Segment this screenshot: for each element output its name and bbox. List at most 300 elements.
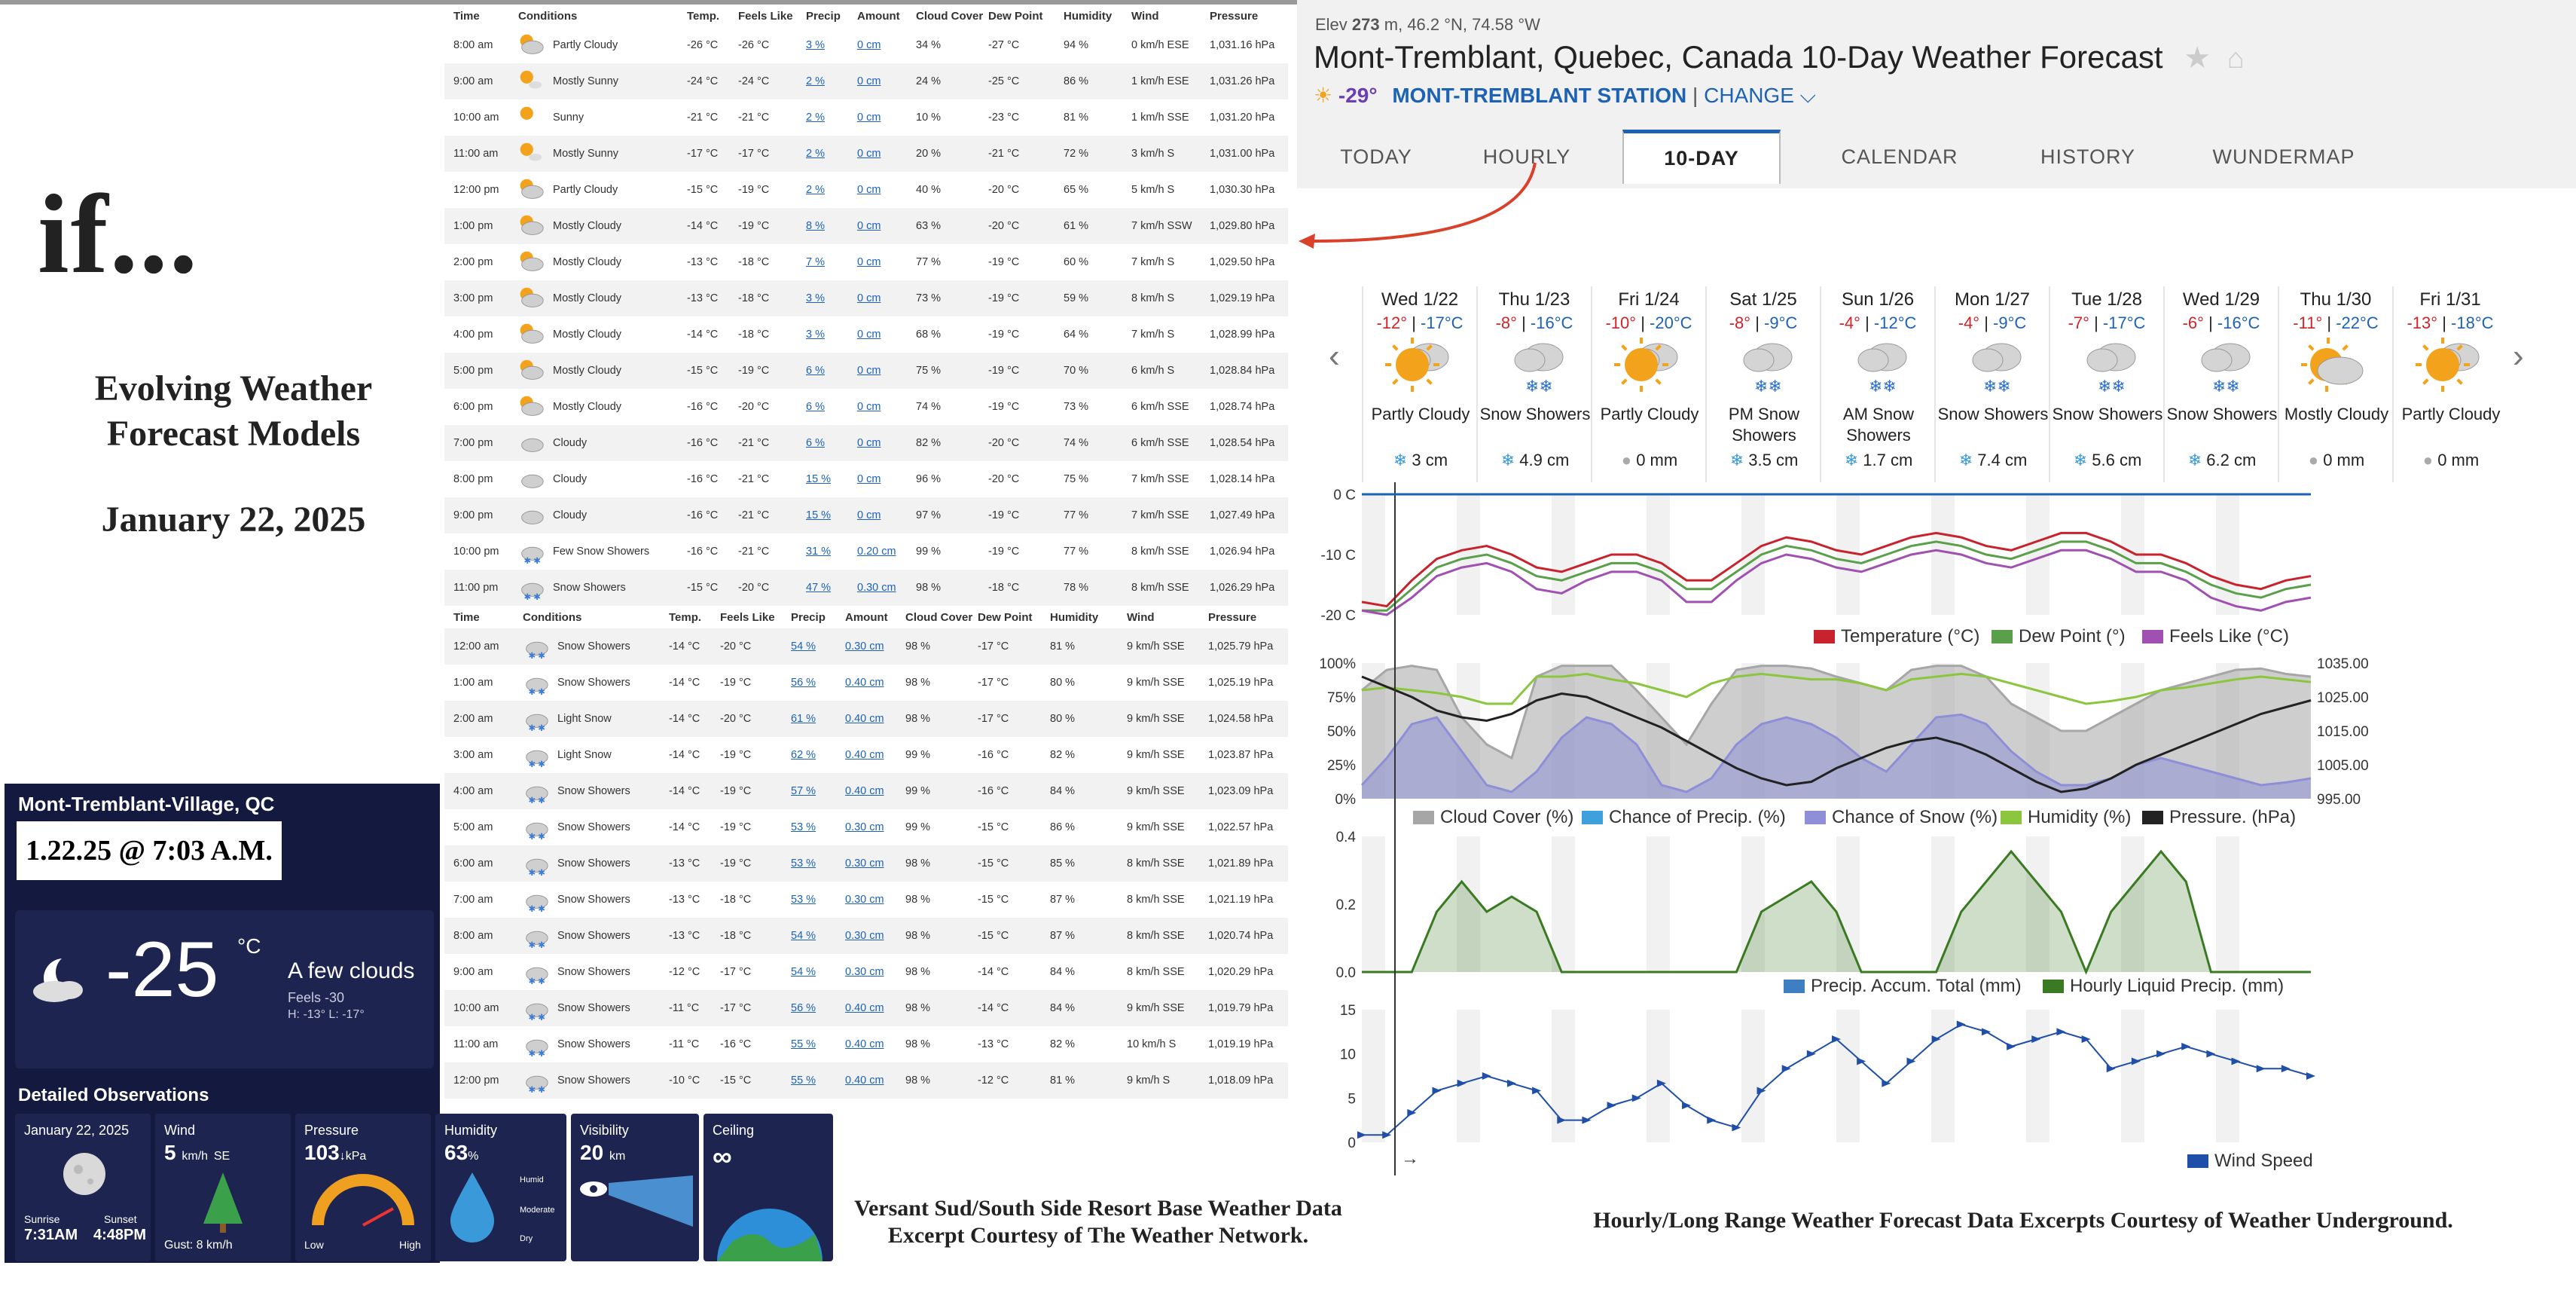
weather-condition-icon bbox=[515, 139, 547, 169]
day-label: Thu 1/23 bbox=[1498, 289, 1570, 310]
pressure-label: Pressure bbox=[304, 1123, 359, 1138]
hourly-cell: Cloudy bbox=[553, 509, 588, 521]
hourly-cell: 4:00 am bbox=[453, 785, 493, 797]
wind-direction: SE bbox=[213, 1150, 230, 1163]
hourly-cell[interactable]: 15 % bbox=[806, 473, 832, 485]
hourly-cell: 98 % bbox=[905, 640, 931, 653]
pressure-gauge-icon bbox=[310, 1171, 416, 1231]
hum-dry: Dry bbox=[520, 1234, 533, 1243]
chart-band bbox=[1552, 494, 1575, 615]
forecast-day[interactable] bbox=[1820, 286, 1934, 482]
hourly-cell: 8 km/h SSE bbox=[1127, 894, 1185, 906]
chart-band bbox=[2121, 1010, 2144, 1142]
day-precip: ● 0 mm bbox=[2422, 451, 2480, 469]
y-tick-label: 0.0 bbox=[1335, 965, 1356, 981]
svg-text:✱ ✱: ✱ ✱ bbox=[528, 760, 545, 770]
day-precip: ● 0 mm bbox=[1621, 451, 1678, 469]
hourly-cell: -17 °C bbox=[978, 677, 1009, 689]
legend-swatch bbox=[1992, 630, 2013, 643]
y-tick-label: 75% bbox=[1326, 690, 1356, 706]
tab-history[interactable]: HISTORY bbox=[2040, 145, 2136, 168]
hourly-cell: Few Snow Showers bbox=[553, 546, 650, 558]
wind-arrow-marker bbox=[1732, 1123, 1741, 1131]
hourly-cell: 8 km/h SSE bbox=[1127, 857, 1185, 870]
weather-condition-icon bbox=[515, 283, 547, 313]
forecast-day[interactable] bbox=[2392, 286, 2507, 482]
tab-wundermap[interactable]: WUNDERMAP bbox=[2212, 145, 2355, 168]
hourly-cell[interactable]: 0 cm bbox=[857, 437, 881, 449]
hourly-cell: 9:00 am bbox=[453, 75, 493, 87]
day-label: Sun 1/26 bbox=[1841, 289, 1915, 310]
wind-arrow-marker bbox=[2306, 1072, 2315, 1080]
hourly-cell[interactable]: 7 % bbox=[806, 256, 825, 268]
hourly-cell: 1,019.19 hPa bbox=[1208, 1038, 1274, 1050]
hourly-cell: 98 % bbox=[905, 966, 931, 978]
legend-label: Chance of Snow (%) bbox=[1832, 807, 1998, 827]
svg-text:❄❄: ❄❄ bbox=[1525, 377, 1553, 396]
y-tick-label: 50% bbox=[1326, 724, 1356, 740]
weather-condition-icon bbox=[520, 668, 551, 698]
svg-text:✱ ✱: ✱ ✱ bbox=[528, 869, 545, 879]
day-high: -4° bbox=[1958, 313, 1980, 332]
hourly-cell: Mostly Sunny bbox=[553, 75, 619, 87]
hourly-cell[interactable]: 0 cm bbox=[857, 292, 881, 304]
hourly-cell[interactable]: 0 cm bbox=[857, 184, 881, 196]
hourly-cell: Mostly Cloudy bbox=[553, 401, 622, 413]
hourly-cell: Cloudy bbox=[553, 473, 588, 485]
svg-text:✱ ✱: ✱ ✱ bbox=[528, 1013, 545, 1023]
hourly-cell: Partly Cloudy bbox=[553, 39, 618, 51]
svg-text:✱ ✱: ✱ ✱ bbox=[528, 796, 545, 806]
weather-condition-icon bbox=[515, 464, 547, 494]
hourly-cell[interactable]: 3 % bbox=[806, 329, 825, 341]
legend-label: Chance of Precip. (%) bbox=[1609, 807, 1786, 827]
hourly-row bbox=[444, 27, 1288, 63]
hourly-cell[interactable]: 2 % bbox=[806, 112, 825, 124]
hourly-cell[interactable]: 53 % bbox=[791, 857, 816, 870]
svg-text:✱ ✱: ✱ ✱ bbox=[528, 905, 545, 915]
hourly-cell[interactable]: 31 % bbox=[806, 546, 832, 558]
hourly-cell[interactable]: 0 cm bbox=[857, 256, 881, 268]
day-temps: -11° | -22°C bbox=[2293, 313, 2379, 332]
hourly-cell[interactable]: 0.20 cm bbox=[857, 546, 896, 558]
hourly-cell[interactable]: 0 cm bbox=[857, 401, 881, 413]
hourly-cell[interactable]: 0.30 cm bbox=[845, 966, 884, 978]
wind-arrow-marker bbox=[2107, 1065, 2116, 1072]
forecast-day[interactable] bbox=[2163, 286, 2278, 482]
chart-band bbox=[1647, 1010, 1670, 1142]
day-temps: -7° | -17°C bbox=[2068, 313, 2146, 332]
rain-drop-icon: ● bbox=[1621, 451, 1632, 469]
hourly-cell[interactable]: 0 cm bbox=[857, 75, 881, 87]
hourly-cell[interactable]: 6 % bbox=[806, 365, 825, 377]
weather-condition-icon bbox=[520, 885, 551, 915]
hourly-cell: -21 °C bbox=[738, 112, 770, 124]
hourly-cell[interactable]: 8 % bbox=[806, 220, 825, 232]
hourly-cell: 7 km/h SSE bbox=[1131, 473, 1189, 485]
forecast-day[interactable] bbox=[1591, 286, 1705, 482]
chart-band bbox=[1362, 836, 1385, 972]
hourly-cell[interactable]: 0 cm bbox=[857, 365, 881, 377]
hourly-row bbox=[444, 809, 1288, 845]
day-condition: Snow Showers bbox=[2166, 405, 2278, 423]
home-icon[interactable]: ⌂ bbox=[2227, 43, 2245, 75]
hourly-cell[interactable]: 0.40 cm bbox=[845, 713, 884, 725]
twn-temp-unit: °C bbox=[237, 934, 261, 958]
snow-drop-icon: ❄ bbox=[1844, 451, 1859, 469]
hourly-cell: -21 °C bbox=[687, 112, 719, 124]
favorite-star-icon[interactable]: ★ bbox=[2184, 41, 2211, 75]
hourly-cell: 1,031.26 hPa bbox=[1210, 75, 1275, 87]
hourly-cell: 87 % bbox=[1050, 894, 1076, 906]
twn-observations-title: Detailed Observations bbox=[18, 1085, 209, 1105]
hourly-cell: 11:00 pm bbox=[453, 582, 499, 594]
chart-band bbox=[1647, 494, 1670, 615]
day-low: -16°C bbox=[1530, 313, 1573, 332]
y-tick-label: 100% bbox=[1319, 656, 1356, 672]
day-high: -10° bbox=[1605, 313, 1637, 332]
hourly-cell: 10 % bbox=[916, 112, 942, 124]
hourly-cell: -17 °C bbox=[720, 966, 752, 978]
hourly-cell: 1,030.30 hPa bbox=[1210, 184, 1275, 196]
day-temps: -10° | -20°C bbox=[1605, 313, 1692, 332]
hourly-row bbox=[444, 737, 1288, 773]
hourly-cell[interactable]: 53 % bbox=[791, 821, 816, 833]
hourly-cell: -14 °C bbox=[669, 821, 700, 833]
hourly-cell: 98 % bbox=[905, 677, 931, 689]
hourly-cell: 75 % bbox=[916, 365, 942, 377]
chart-band bbox=[1836, 1010, 1860, 1142]
y-tick-label: 0.4 bbox=[1335, 830, 1356, 845]
hourly-cell: -15 °C bbox=[978, 930, 1009, 942]
hourly-cell: 61 % bbox=[1064, 220, 1089, 232]
chevron-down-icon[interactable]: ⌵ bbox=[1799, 84, 1816, 107]
hourly-cell[interactable]: 56 % bbox=[791, 677, 816, 689]
hourly-cell: 5:00 pm bbox=[453, 365, 493, 377]
wind-arrow-marker bbox=[2206, 1050, 2215, 1058]
day-precip: ❄ 1.7 cm bbox=[1844, 451, 1913, 469]
hourly-row bbox=[444, 845, 1288, 882]
hourly-row bbox=[444, 570, 1288, 606]
hourly-cell: 9 km/h SSE bbox=[1127, 1002, 1185, 1014]
day-high: -7° bbox=[2068, 313, 2089, 332]
weather-condition-icon bbox=[515, 356, 547, 386]
hourly-cell: -23 °C bbox=[988, 112, 1020, 124]
hourly-cell[interactable]: 0 cm bbox=[857, 112, 881, 124]
hourly-forecast-table bbox=[444, 5, 1288, 1097]
hourly-cell: -27 °C bbox=[988, 39, 1020, 51]
twn-datetime: 1.22.25 @ 7:03 A.M. bbox=[17, 821, 282, 880]
hourly-cell: -21 °C bbox=[738, 473, 770, 485]
day-low: -16°C bbox=[2217, 313, 2260, 332]
hourly-cell[interactable]: 61 % bbox=[791, 713, 816, 725]
hourly-cell: Mostly Cloudy bbox=[553, 256, 622, 268]
hourly-cell: 1,027.49 hPa bbox=[1210, 509, 1275, 521]
hourly-cell: -24 °C bbox=[687, 75, 719, 87]
hourly-cell: -14 °C bbox=[978, 966, 1009, 978]
hourly-cell[interactable]: 0 cm bbox=[857, 148, 881, 160]
hourly-cell[interactable]: 54 % bbox=[791, 640, 816, 653]
hourly-cell: 98 % bbox=[905, 930, 931, 942]
hourly-cell: 1,029.80 hPa bbox=[1210, 220, 1275, 232]
hourly-row bbox=[444, 990, 1288, 1026]
hourly-cell[interactable]: 0 cm bbox=[857, 329, 881, 341]
hourly-cell[interactable]: 6 % bbox=[806, 437, 825, 449]
hourly-cell: 8 km/h SSE bbox=[1127, 930, 1185, 942]
hourly-cell: -15 °C bbox=[978, 857, 1009, 870]
hourly-cell: 12:00 pm bbox=[453, 184, 499, 196]
hourly-cell[interactable]: 0 cm bbox=[857, 220, 881, 232]
forecast-day[interactable] bbox=[1476, 286, 1591, 482]
sunset-time: 4:48PM bbox=[93, 1227, 147, 1243]
hourly-col-header: Cloud Cover bbox=[916, 9, 984, 23]
svg-text:❄❄: ❄❄ bbox=[2212, 377, 2240, 396]
svg-text:✱ ✱: ✱ ✱ bbox=[528, 833, 545, 842]
hourly-cell: -18 °C bbox=[738, 256, 770, 268]
hourly-col-header: Cloud Cover bbox=[905, 610, 973, 624]
obs-ceiling-card bbox=[704, 1114, 833, 1261]
day-high: -11° bbox=[2293, 313, 2323, 332]
svg-text:✱ ✱: ✱ ✱ bbox=[528, 1050, 545, 1059]
wu-separator: | bbox=[1692, 84, 1699, 107]
hourly-cell[interactable]: 0.30 cm bbox=[845, 857, 884, 870]
hourly-cell: 84 % bbox=[1050, 966, 1076, 978]
svg-text:✱ ✱: ✱ ✱ bbox=[528, 724, 545, 734]
hourly-cell: -17 °C bbox=[978, 640, 1009, 653]
hourly-cell: -14 °C bbox=[687, 220, 719, 232]
hourly-cell: 9 km/h SSE bbox=[1127, 749, 1185, 761]
svg-text:✱ ✱: ✱ ✱ bbox=[528, 652, 545, 662]
hourly-cell: 7 km/h S bbox=[1131, 256, 1175, 268]
hourly-cell: 9 km/h SSE bbox=[1127, 785, 1185, 797]
prev-arrow-icon[interactable]: ‹ bbox=[1329, 338, 1340, 374]
forecast-day[interactable] bbox=[2049, 286, 2163, 482]
day-high: -13° bbox=[2407, 313, 2438, 332]
hourly-cell: 85 % bbox=[1050, 857, 1076, 870]
hourly-cell[interactable]: 0.30 cm bbox=[845, 894, 884, 906]
weather-condition-icon bbox=[520, 993, 551, 1023]
y-tick-label: -10 C bbox=[1320, 548, 1356, 564]
hourly-cell: 11:00 am bbox=[453, 148, 499, 160]
hourly-cell: -13 °C bbox=[687, 256, 719, 268]
hourly-cell: -21 °C bbox=[738, 546, 770, 558]
hourly-col-header: Conditions bbox=[523, 610, 582, 624]
hourly-cell: -17 °C bbox=[978, 713, 1009, 725]
annotation-arrow bbox=[1296, 158, 1552, 256]
globe-icon bbox=[717, 1204, 823, 1261]
wu-change-link[interactable]: CHANGE bbox=[1704, 84, 1794, 107]
hourly-cell[interactable]: 0.30 cm bbox=[845, 640, 884, 653]
forecast-day[interactable] bbox=[1705, 286, 1820, 482]
wind-label: Wind bbox=[164, 1123, 196, 1138]
hourly-cell[interactable]: 0.40 cm bbox=[845, 677, 884, 689]
hourly-cell[interactable]: 2 % bbox=[806, 75, 825, 87]
obs-date-card bbox=[15, 1114, 151, 1261]
hourly-cell[interactable]: 0.40 cm bbox=[845, 1074, 884, 1087]
hourly-cell: 87 % bbox=[1050, 930, 1076, 942]
hourly-col-header: Temp. bbox=[687, 9, 720, 23]
legend-label: Cloud Cover (%) bbox=[1440, 807, 1574, 827]
hourly-cell: 86 % bbox=[1064, 75, 1089, 87]
weather-condition-icon bbox=[515, 573, 547, 603]
hourly-cell[interactable]: 0 cm bbox=[857, 39, 881, 51]
ceiling-label: Ceiling bbox=[713, 1123, 755, 1138]
hourly-cell[interactable]: 0.40 cm bbox=[845, 1038, 884, 1050]
rain-drop-icon: ● bbox=[2308, 451, 2319, 469]
hourly-cell: -13 °C bbox=[669, 930, 700, 942]
hourly-cell[interactable]: 55 % bbox=[791, 1038, 816, 1050]
hourly-cell[interactable]: 54 % bbox=[791, 966, 816, 978]
hourly-cell: Light Snow bbox=[557, 749, 612, 761]
hourly-cell[interactable]: 15 % bbox=[806, 509, 832, 521]
wind-value bbox=[164, 1141, 230, 1165]
hourly-cell: -21 °C bbox=[738, 437, 770, 449]
hourly-cell[interactable]: 0.30 cm bbox=[857, 582, 896, 594]
forecast-day[interactable] bbox=[1362, 286, 1476, 482]
hourly-row bbox=[444, 389, 1288, 425]
hourly-cell[interactable]: 57 % bbox=[791, 785, 816, 797]
forecast-day[interactable] bbox=[1934, 286, 2049, 482]
hourly-cell: -20 °C bbox=[988, 184, 1020, 196]
hourly-cell: 77 % bbox=[1064, 509, 1089, 521]
hourly-cell[interactable]: 2 % bbox=[806, 148, 825, 160]
hourly-cell: -20 °C bbox=[738, 582, 770, 594]
day-condition: Partly Cloudy bbox=[2401, 405, 2501, 423]
obs-date: January 22, 2025 bbox=[24, 1123, 130, 1138]
day-low: -22°C bbox=[2336, 313, 2379, 332]
day-low: -12°C bbox=[1873, 313, 1917, 332]
hourly-cell: 98 % bbox=[905, 857, 931, 870]
day-low: -20°C bbox=[1650, 313, 1692, 332]
hourly-cell: 98 % bbox=[905, 1074, 931, 1087]
legend-swatch bbox=[1814, 630, 1835, 643]
next-arrow-icon[interactable]: › bbox=[2513, 338, 2524, 374]
hourly-row bbox=[444, 1062, 1288, 1099]
hourly-cell: 7 km/h SSW bbox=[1131, 220, 1192, 232]
hourly-cell: Snow Showers bbox=[557, 677, 630, 689]
hourly-cell: Light Snow bbox=[557, 713, 612, 725]
hourly-cell: 1,028.74 hPa bbox=[1210, 401, 1275, 413]
hourly-row bbox=[444, 497, 1288, 533]
wu-station[interactable]: MONT-TREMBLANT STATION bbox=[1392, 84, 1687, 107]
hourly-cell: 64 % bbox=[1064, 329, 1089, 341]
hourly-cell[interactable]: 6 % bbox=[806, 401, 825, 413]
hourly-cell: 1,020.74 hPa bbox=[1208, 930, 1274, 942]
hourly-cell: -21 °C bbox=[738, 509, 770, 521]
hourly-cell: 59 % bbox=[1064, 292, 1089, 304]
hourly-cell: 72 % bbox=[1064, 148, 1089, 160]
tab-today[interactable]: TODAY bbox=[1340, 145, 1412, 168]
hourly-cell: Cloudy bbox=[553, 437, 588, 449]
hourly-cell[interactable]: 2 % bbox=[806, 184, 825, 196]
hourly-cell: -21 °C bbox=[988, 148, 1020, 160]
hourly-cell: 12:00 pm bbox=[453, 1074, 499, 1087]
hourly-cell[interactable]: 0.30 cm bbox=[845, 821, 884, 833]
day-precip: ❄ 3.5 cm bbox=[1729, 451, 1799, 469]
hourly-cell: -14 °C bbox=[669, 785, 700, 797]
hourly-cell[interactable]: 3 % bbox=[806, 39, 825, 51]
tab-calendar[interactable]: CALENDAR bbox=[1841, 145, 1958, 168]
hourly-cell: 40 % bbox=[916, 184, 942, 196]
hourly-cell: 20 % bbox=[916, 148, 942, 160]
forecast-charts bbox=[1311, 482, 2576, 1183]
hourly-col-header: Conditions bbox=[518, 9, 578, 23]
hourly-cell: 1,029.50 hPa bbox=[1210, 256, 1275, 268]
partly-cloudy-icon bbox=[1382, 330, 1457, 398]
elev-rest: m, 46.2 °N, 74.58 °W bbox=[1384, 15, 1540, 34]
hourly-cell[interactable]: 0 cm bbox=[857, 473, 881, 485]
hourly-col-header: Dew Point bbox=[978, 610, 1033, 624]
hourly-cell: 1,028.54 hPa bbox=[1210, 437, 1275, 449]
svg-text:✱ ✱: ✱ ✱ bbox=[528, 1086, 545, 1096]
hourly-cell[interactable]: 62 % bbox=[791, 749, 816, 761]
hourly-cell: 63 % bbox=[916, 220, 942, 232]
day-label: Wed 1/29 bbox=[2182, 289, 2260, 310]
hourly-cell: 98 % bbox=[905, 713, 931, 725]
legend-swatch bbox=[2043, 980, 2064, 993]
hourly-cell[interactable]: 55 % bbox=[791, 1074, 816, 1087]
hourly-cell: -24 °C bbox=[738, 75, 770, 87]
hourly-row bbox=[444, 1026, 1288, 1062]
hourly-cell[interactable]: 0.40 cm bbox=[845, 785, 884, 797]
wind-unit: km/h bbox=[182, 1150, 209, 1163]
legend-swatch bbox=[1805, 811, 1826, 824]
hourly-cell[interactable]: 0.30 cm bbox=[845, 930, 884, 942]
hourly-cell: 75 % bbox=[1064, 473, 1089, 485]
hourly-cell[interactable]: 53 % bbox=[791, 894, 816, 906]
hourly-cell: Snow Showers bbox=[557, 1074, 630, 1087]
hourly-cell: -17 °C bbox=[738, 148, 770, 160]
hourly-cell: -25 °C bbox=[988, 75, 1020, 87]
weather-condition-icon bbox=[515, 102, 547, 133]
twn-high-low: H: -13° L: -17° bbox=[288, 1008, 365, 1021]
hourly-cell: 3 km/h S bbox=[1131, 148, 1175, 160]
legend-label: Wind Speed bbox=[2214, 1151, 2313, 1171]
hourly-cell: 1,025.19 hPa bbox=[1208, 677, 1274, 689]
tab-hourly[interactable]: HOURLY bbox=[1482, 145, 1571, 168]
hourly-cell: Mostly Sunny bbox=[553, 148, 619, 160]
hourly-cell: 1,031.16 hPa bbox=[1210, 39, 1275, 51]
tab-10-day[interactable]: 10-DAY bbox=[1622, 130, 1781, 184]
hourly-cell: -16 °C bbox=[978, 785, 1009, 797]
hourly-cell[interactable]: 0 cm bbox=[857, 509, 881, 521]
hourly-cell[interactable]: 56 % bbox=[791, 1002, 816, 1014]
hourly-cell[interactable]: 3 % bbox=[806, 292, 825, 304]
weather-condition-icon bbox=[520, 740, 551, 770]
wu-page-title bbox=[1314, 39, 2245, 75]
day-precip: ❄ 6.2 cm bbox=[2187, 451, 2257, 469]
hourly-cell: 2:00 am bbox=[453, 713, 493, 725]
hourly-cell: 78 % bbox=[1064, 582, 1089, 594]
hourly-cell[interactable]: 54 % bbox=[791, 930, 816, 942]
hourly-cell: Snow Showers bbox=[557, 785, 630, 797]
hourly-cell: -19 °C bbox=[988, 292, 1020, 304]
wind-arrow-marker bbox=[2257, 1065, 2266, 1072]
weather-condition-icon bbox=[520, 1029, 551, 1059]
hourly-cell[interactable]: 0.40 cm bbox=[845, 1002, 884, 1014]
hourly-cell[interactable]: 0.40 cm bbox=[845, 749, 884, 761]
day-low: -9°C bbox=[1764, 313, 1798, 332]
hourly-cell[interactable]: 47 % bbox=[806, 582, 832, 594]
hourly-cell: -20 °C bbox=[988, 220, 1020, 232]
forecast-day[interactable] bbox=[2278, 286, 2392, 482]
hourly-row bbox=[444, 773, 1288, 809]
day-high: -8° bbox=[1729, 313, 1751, 332]
humidity-unit: % bbox=[468, 1150, 479, 1163]
hourly-cell: 99 % bbox=[916, 546, 942, 558]
hourly-cell: 99 % bbox=[905, 749, 931, 761]
chart-band bbox=[2216, 494, 2239, 615]
